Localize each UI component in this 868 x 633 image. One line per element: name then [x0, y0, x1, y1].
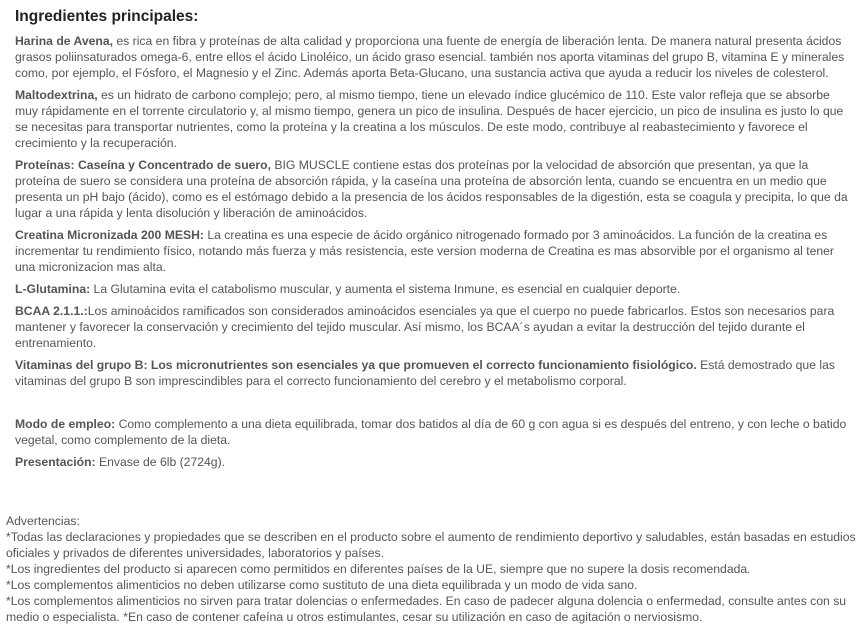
ingredient-text: Está demostrado que las vitaminas del grupo B son imprescindibles para el correcto funcionamiento del cerebro y el metabolismo corporal. [15, 358, 835, 388]
warning-item: *Los ingredientes del producto si aparecen como permitidos en diferentes países de la UE, siempre que no supere la dosis recomendada. [6, 562, 751, 576]
ingredient-text: BIG MUSCLE contiene estas dos proteínas por la velocidad de absorción que presentan, ya que la proteína de suero se considera una proteína de absorción rápida, y la caseína una proteína de absorción lenta, cuando se encuentra en un medio que presenta un pH bajo (ácido), como es el estómago debido a la presencia de los ácidos responsables de la digestión, esta se coagula y precipita, lo que da lugar a una rápida y lenta disolución y liberación de aminoácidos. [15, 158, 848, 220]
ingredient-creatine [15, 227, 855, 275]
usage-instructions [15, 416, 855, 448]
ingredient-glutamine [15, 281, 855, 297]
ingredient-text: La creatina es una especie de ácido orgánico nitrogenado formado por 3 aminoácidos. La función de la creatina es incrementar tu rendimiento físico, notando más fuerza y más resistencia, este version moderna de Creatina es mas absorvible por el organismo al tener una micronizacion mas alta. [15, 228, 834, 274]
ingredient-term: Maltodextrina, [15, 88, 98, 102]
ingredient-maltodextrin [15, 87, 855, 151]
ingredient-text: Los aminoácidos ramificados son considerados aminoácidos esenciales ya que el cuerpo no puede fabricarlos. Estos son necesarios para mantener y favorecer la conservación y crecimiento del tejido muscular. Así mismo, los BCAA´s ayudan a evitar la destrucción del tejido durante el entrenamiento. [15, 304, 835, 350]
warning-item: *Todas las declaraciones y propiedades que se describen en el producto sobre el aumento de rendimiento deportivo y saludables, están basadas en estudios oficiales y privados de diferentes universidades, laboratorios y países. [6, 530, 856, 560]
ingredient-bcaa [15, 303, 855, 351]
section-title: Ingredientes principales: [15, 8, 199, 25]
spacer [15, 395, 855, 416]
usage-text: Como complemento a una dieta equilibrada, tomar dos batidos al día de 60 g con agua si es después del entreno, y con leche o batido vegetal, como complemento de la dieta. [15, 417, 847, 447]
ingredient-text: es rica en fibra y proteínas de alta calidad y proporciona una fuente de energía de liberación lenta. De manera natural presenta ácidos grasos poliinsaturados omega-6, entre ellos el ácido Linoléico, un ácido graso esencial. también nos aporta vitaminas del grupo B, vitamina E y minerales como, por ejemplo, el Fósforo, el Magnesio y el Zinc. Además aporta Beta-Glucano, una sustancia activa que ayuda a reducir los niveles de colesterol. [15, 34, 845, 80]
usage-term: Modo de empleo: [15, 417, 116, 431]
warning-item: *Los complementos alimenticios no sirven para tratar dolencias o enfermedades. En caso de padecer alguna dolencia o enfermedad, consulte antes con su medio o especialista. *En caso de contener cafeína u otros estimulantes, cesar su utilización en caso de agitación o nerviosismo. [6, 594, 847, 624]
ingredient-term: Creatina Micronizada 200 MESH: [15, 228, 204, 242]
warnings-heading: Advertencias: [6, 514, 80, 528]
ingredient-text: es un hidrato de carbono complejo; pero, al mismo tiempo, tiene un elevado índice glucémico de 110. Este valor refleja que se absorbe muy rápidamente en el torrente circulatorio y, al mismo tiempo, genera un pico de insulina. Después de hacer ejercicio, un pico de insulina es justo lo que se necesitas para transportar nutrientes, como la proteína y la creatina a los músculos. De este modo, contribuye al reabastecimiento y favorece el crecimiento y la recuperación. [15, 88, 844, 150]
ingredient-term: BCAA 2.1.1.: [15, 304, 88, 318]
ingredient-vitamins-b [15, 357, 855, 389]
presentation-info [15, 454, 855, 470]
ingredient-term: Harina de Avena, [15, 34, 113, 48]
ingredient-term: L-Glutamina: [15, 282, 91, 296]
warning-item: *Los complementos alimenticios no deben utilizarse como sustituto de una dieta equilibrada y un modo de vida sano. [6, 578, 638, 592]
ingredient-proteins [15, 157, 855, 221]
warnings-section [6, 513, 862, 625]
ingredient-term: Proteínas: Caseína y Concentrado de suero, [15, 158, 272, 172]
presentation-term: Presentación: [15, 455, 96, 469]
ingredient-text: La Glutamina evita el catabolismo muscular, y aumenta el sistema Inmune, es esencial en cualquier deporte. [90, 282, 681, 296]
ingredient-oat-flour [15, 33, 855, 81]
ingredient-term: Vitaminas del grupo B: Los micronutrientes son esenciales ya que promueven el correcto funcionamiento fisiológico. [15, 358, 697, 372]
product-description [15, 8, 855, 476]
presentation-text: Envase de 6lb (2724g). [95, 455, 226, 469]
